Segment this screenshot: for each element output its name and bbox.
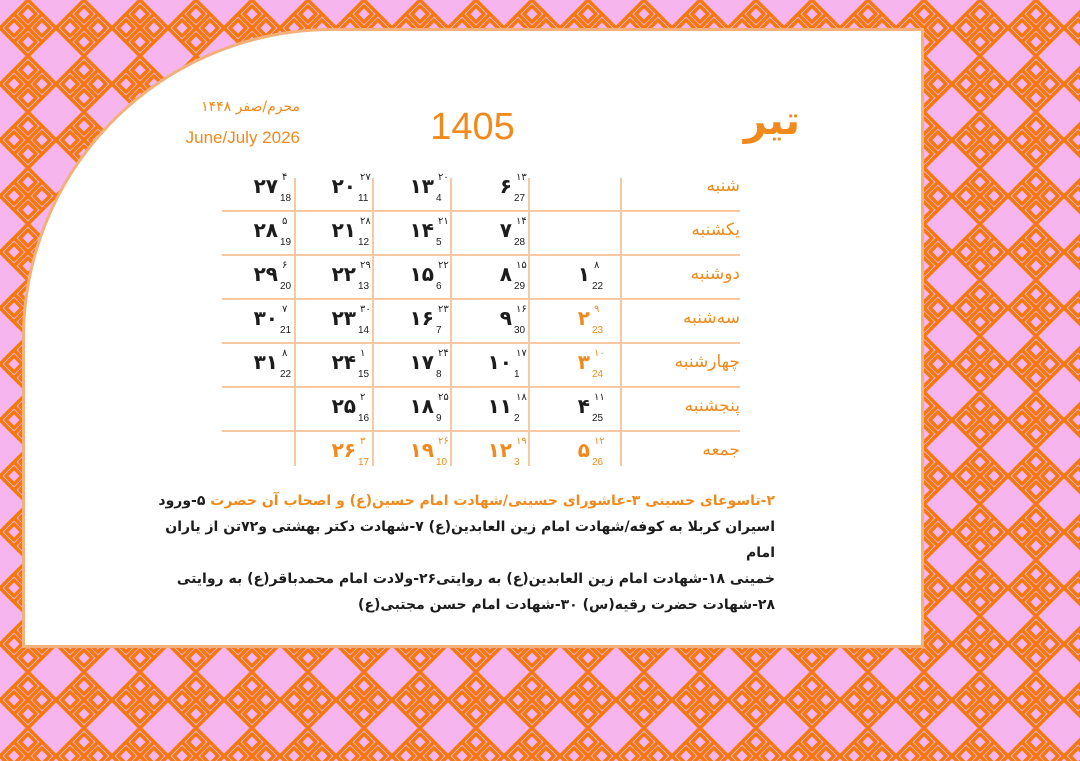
day-cell [230,300,308,344]
shamsi-date: ۱۷ [409,350,434,374]
shamsi-date: ۲۳ [331,306,356,330]
day-cell [230,256,308,300]
hijri-date: ۶ [282,260,288,271]
gregorian-date: 8 [436,369,442,380]
shamsi-date: ۲۱ [331,218,356,242]
day-cell [464,432,542,476]
gregorian-date: 4 [436,193,442,204]
gregorian-date: 24 [592,369,604,380]
gregorian-date: 29 [514,281,526,292]
day-cell [464,388,542,432]
shamsi-date: ۲۶ [331,438,356,462]
gregorian-date: 16 [358,413,370,424]
day-cell [386,168,464,212]
hijri-date: ۷ [282,304,288,315]
gregorian-date: 26 [592,457,604,468]
gregorian-date: 17 [358,457,370,468]
hijri-date: ۱۴ [516,216,527,227]
hijri-date: ۲۵ [438,392,449,403]
hijri-date: ۱۰ [594,348,605,359]
weekday-label: شنبه [706,176,740,196]
gregorian-date: 12 [358,237,370,248]
day-cell [542,344,620,388]
gregorian-date: 7 [436,325,442,336]
day-cell [464,212,542,256]
shamsi-date: ۳۱ [253,350,278,374]
gregorian-date: 3 [514,457,520,468]
hijri-date: ۱۷ [516,348,527,359]
hijri-date: ۲۹ [360,260,371,271]
weekday-label: جمعه [702,440,740,460]
gregorian-date: 14 [358,325,370,336]
hijri-months: محرم/صفر ۱۴۴۸ [201,99,300,115]
gregorian-date: 11 [358,193,369,204]
gregorian-date: 20 [280,281,292,292]
day-cell [230,344,308,388]
gregorian-date: 27 [514,193,526,204]
shamsi-date: ۹ [499,306,512,330]
gregorian-date: 22 [280,369,292,380]
hijri-date: ۲۴ [438,348,449,359]
events-line4: ۲۸-شهادت حضرت رقیه(س) ۳۰-شهادت امام حسن مجتبی(ع) [358,597,775,613]
day-cell [308,256,386,300]
day-cell [308,300,386,344]
day-cell [542,432,620,476]
shamsi-date: ۶ [499,174,512,198]
shamsi-date: ۱ [577,262,590,286]
hijri-date: ۸ [282,348,288,359]
hijri-date: ۹ [594,304,600,315]
shamsi-date: ۳۰ [253,306,278,330]
shamsi-date: ۲ [577,306,590,330]
gregorian-date: 6 [436,281,442,292]
shamsi-date: ۵ [577,438,590,462]
day-cell [308,212,386,256]
hijri-date: ۲۷ [360,172,371,183]
day-cell [464,256,542,300]
hijri-date: ۱۲ [594,436,605,447]
shamsi-date: ۱۳ [409,174,434,198]
hijri-date: ۳۰ [360,304,371,315]
shamsi-date: ۲۰ [331,174,356,198]
day-cell [230,168,308,212]
day-cell [308,168,386,212]
gregorian-date: 21 [280,325,292,336]
hijri-date: ۲۱ [438,216,449,227]
weekday-label: پنجشنبه [684,396,740,416]
day-cell [386,388,464,432]
day-cell [386,256,464,300]
gregorian-date: 13 [358,281,370,292]
shamsi-date: ۲۲ [331,262,356,286]
hijri-date: ۱۸ [516,392,527,403]
hijri-date: ۲۸ [360,216,371,227]
gregorian-date: 1 [514,369,520,380]
day-cell [386,212,464,256]
shamsi-date: ۲۴ [331,350,356,374]
events-line1-highlight: ۲-تاسوعای حسینی ۳-عاشورای حسینی/شهادت امام حسین(ع) و اصحاب آن حضرت [210,493,775,509]
hijri-date: ۲۳ [438,304,449,315]
hijri-date: ۱۵ [516,260,527,271]
month-name: تیر [743,98,800,144]
day-cell [386,300,464,344]
calendar-grid [222,168,740,468]
day-cell [386,344,464,388]
day-cell [386,432,464,476]
shamsi-date: ۱۸ [409,394,434,418]
gregorian-date: 28 [514,237,526,248]
weekday-label: سه‌شنبه [683,308,740,328]
gregorian-months: June/July 2026 [185,128,300,147]
shamsi-date: ۱۴ [409,218,434,242]
day-cell [542,256,620,300]
gregorian-date: 15 [358,369,370,380]
hijri-date: ۱۳ [516,172,527,183]
shamsi-date: ۳ [577,350,590,374]
hijri-date: ۳ [360,436,366,447]
shamsi-date: ۱۹ [409,438,434,462]
shamsi-date: ۷ [499,218,512,242]
hijri-date: ۵ [282,216,288,227]
gregorian-date: 22 [592,281,604,292]
gregorian-date: 25 [592,413,604,424]
hijri-date: ۴ [282,172,288,183]
year: 1405 [430,106,515,148]
gregorian-date: 2 [514,413,520,424]
gregorian-date: 9 [436,413,442,424]
shamsi-date: ۲۹ [253,262,278,286]
hijri-date: ۱۹ [516,436,527,447]
day-cell [464,344,542,388]
hijri-date: ۲۰ [438,172,449,183]
shamsi-date: ۴ [577,394,590,418]
events-list [150,488,775,618]
day-cell [464,168,542,212]
day-cell [542,300,620,344]
events-line2: اسیران کربلا به کوفه/شهادت امام زین العابدین(ع) ۷-شهادت دکتر بهشتی و۷۲تن از یاران امام [165,519,775,561]
day-cell [308,344,386,388]
hijri-date: ۸ [594,260,600,271]
gregorian-date: 18 [280,193,292,204]
shamsi-date: ۱۶ [409,306,434,330]
hijri-date: ۱۱ [594,392,605,403]
gregorian-date: 10 [436,457,448,468]
gregorian-date: 5 [436,237,442,248]
shamsi-date: ۲۵ [331,394,356,418]
day-cell [542,388,620,432]
shamsi-date: ۱۵ [409,262,434,286]
shamsi-date: ۱۲ [487,438,512,462]
day-cell [464,300,542,344]
hijri-date: ۲ [360,392,366,403]
shamsi-date: ۱۰ [487,350,512,374]
shamsi-date: ۲۷ [253,174,278,198]
day-cell [230,212,308,256]
hijri-date: ۱۶ [516,304,527,315]
hijri-date: ۲۲ [438,260,449,271]
hijri-date: ۲۶ [438,436,449,447]
shamsi-date: ۱۱ [487,394,512,418]
gregorian-date: 19 [280,237,292,248]
weekday-label: دوشنبه [690,264,740,284]
shamsi-date: ۸ [499,262,512,286]
hijri-date: ۱ [360,348,366,359]
gregorian-date: 30 [514,325,526,336]
day-cell [308,388,386,432]
weekday-label: یکشنبه [691,220,740,240]
events-line1-rest: ۵-ورود [158,493,211,509]
day-cell [308,432,386,476]
gregorian-date: 23 [592,325,604,336]
shamsi-date: ۲۸ [253,218,278,242]
events-line3: خمینی ۱۸-شهادت امام زین العابدین(ع) به روایتی۲۶-ولادت امام محمدباقر(ع) به روایتی [176,571,775,587]
weekday-label: چهارشنبه [674,352,740,372]
